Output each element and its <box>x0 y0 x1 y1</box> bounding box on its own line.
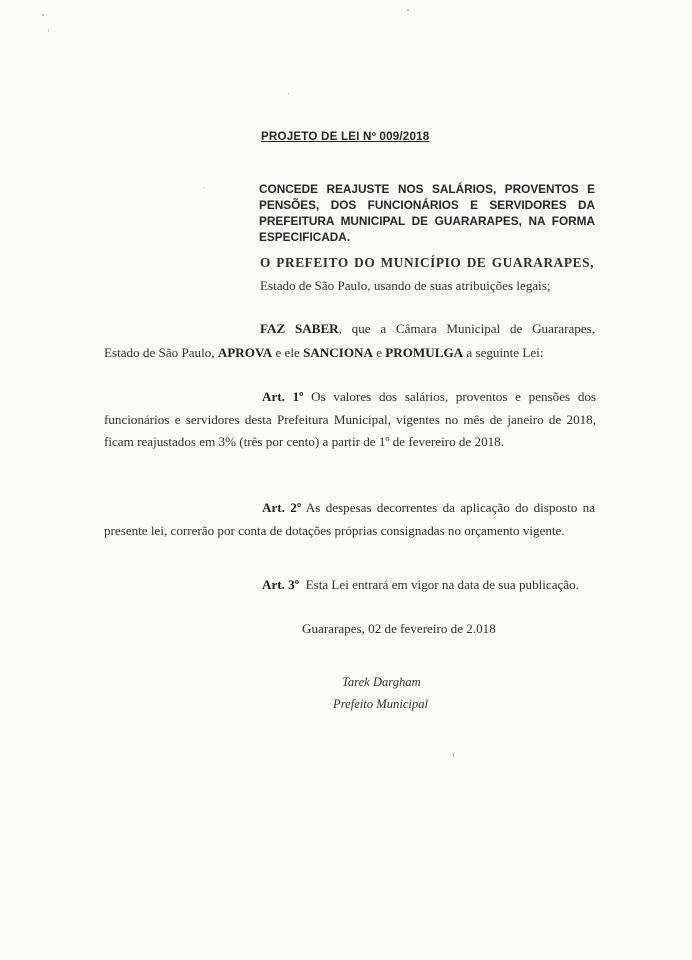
signatory-name: Tarek Dargham <box>342 675 421 689</box>
article-1-line-2: funcionários e servidores desta Prefeitura Municipal, vigentes no mês de janeiro de 2018, <box>104 412 596 427</box>
promulga-label: PROMULGA <box>385 345 464 360</box>
mayor-heading: O PREFEITO DO MUNICÍPIO DE GUARARAPES, <box>260 255 594 270</box>
scan-speck <box>42 14 44 16</box>
scan-speck <box>204 187 205 188</box>
text-segment: Estado de São Paulo, <box>104 345 218 360</box>
text-segment: e ele <box>272 345 304 360</box>
signatory-role: Prefeito Municipal <box>333 697 429 711</box>
text-segment: e <box>372 345 386 360</box>
article-2-label: Art. 2º <box>262 500 302 515</box>
scan-speck <box>48 29 49 32</box>
article-1-label: Art. 1º <box>262 389 304 404</box>
law-title: PROJETO DE LEI Nº 009/2018 <box>261 130 430 143</box>
article-2-line-1 <box>262 500 595 516</box>
scan-speck <box>453 753 454 757</box>
sanciona-label: SANCIONA <box>303 345 373 360</box>
article-2-line-2: presente lei, correrão por conta de dotações próprias consignadas no orçamento vigente. <box>104 523 565 538</box>
mayor-line-2: Estado de São Paulo, usando de suas atribuições legais; <box>260 278 551 293</box>
article-2-text: As despesas decorrentes da aplicação do disposto na <box>301 500 595 515</box>
text-segment: a seguinte Lei: <box>463 345 544 360</box>
article-1-text: Os valores dos salários, proventos e pensões dos <box>303 389 597 404</box>
faz-saber-text: , que a Câmara Municipal de Guararapes, <box>338 321 595 336</box>
aprova-label: APROVA <box>217 345 273 360</box>
faz-saber-label: FAZ SABER <box>260 321 339 336</box>
article-3-label: Art. 3º <box>262 577 300 592</box>
article-1-line-1 <box>262 389 596 405</box>
scan-speck <box>288 93 289 94</box>
faz-saber-line-2 <box>104 345 543 361</box>
article-1-line-3: ficam reajustados em 3% (três por cento) a partir de 1º de fevereiro de 2018. <box>104 434 504 449</box>
article-3-line-1 <box>262 577 579 593</box>
law-ementa: CONCEDE REAJUSTE NOS SALÁRIOS, PROVENTOS E PENSÕES, DOS FUNCIONÁRIOS E SERVIDORES DA PREFEITURA MUNICIPAL DE GUARARAPES, NA FORMA ESPECIFICADA. <box>259 182 595 244</box>
place-date: Guararapes, 02 de fevereiro de 2.018 <box>302 621 496 636</box>
article-3-text: Esta Lei entrará em vigor na data de sua publicação. <box>299 577 579 592</box>
faz-saber-line-1 <box>260 321 595 337</box>
scan-speck <box>407 9 409 11</box>
